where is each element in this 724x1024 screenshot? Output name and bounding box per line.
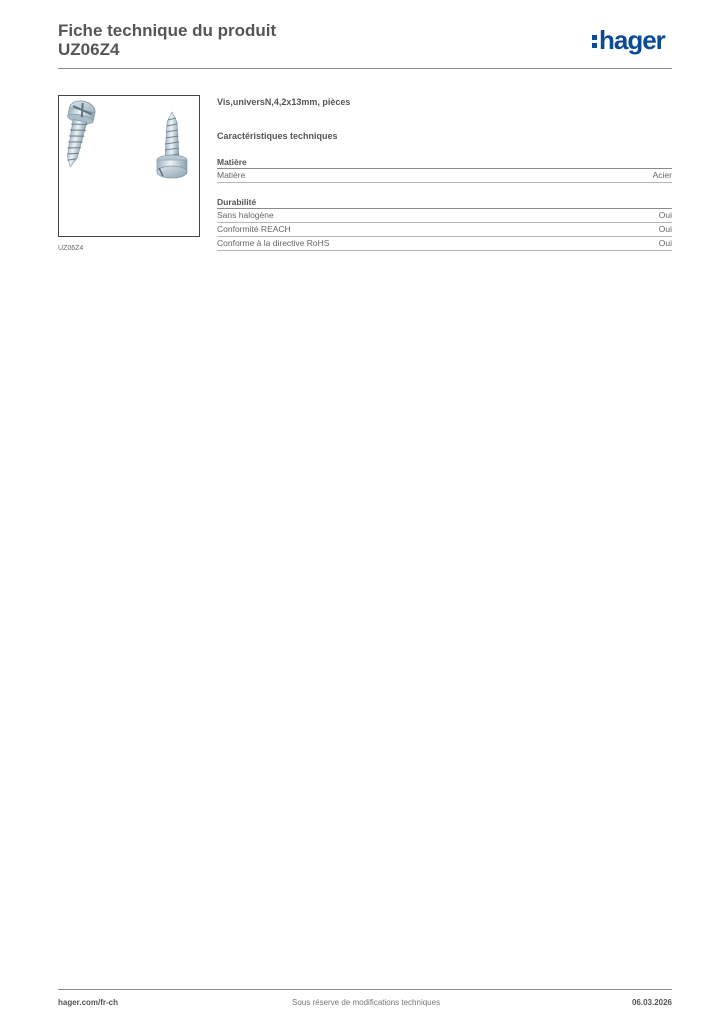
footer-notice: Sous réserve de modifications techniques xyxy=(292,998,441,1007)
spec-label: Conforme à la directive RoHS xyxy=(217,238,330,248)
logo-dots-icon xyxy=(592,35,597,48)
group-durability xyxy=(217,196,672,251)
spec-value: Oui xyxy=(658,238,672,248)
hager-logo xyxy=(592,27,665,53)
page-title: Fiche technique du produit xyxy=(58,21,277,40)
group-title: Matière xyxy=(217,156,672,169)
spec-label: Matière xyxy=(217,170,246,180)
section-heading: Caractéristiques techniques xyxy=(217,131,338,141)
spec-label: Conformité REACH xyxy=(217,224,291,234)
footer-divider xyxy=(58,989,672,990)
group-title: Durabilité xyxy=(217,196,672,209)
footer-url: hager.com/fr-ch xyxy=(58,998,119,1007)
brand-name: hager xyxy=(599,25,665,55)
header-divider xyxy=(58,68,672,69)
group-material xyxy=(217,156,672,183)
spec-label: Sans halogène xyxy=(217,210,274,220)
product-description: Vis,universN,4,2x13mm, pièces xyxy=(217,97,351,107)
product-image xyxy=(58,95,200,237)
product-reference: UZ06Z4 xyxy=(58,40,120,59)
spec-row xyxy=(217,209,672,223)
image-caption: UZ06Z4 xyxy=(58,245,84,252)
spec-row xyxy=(217,237,672,251)
spec-value: Oui xyxy=(658,210,672,220)
spec-value: Acier xyxy=(652,170,672,180)
spec-row xyxy=(217,169,672,183)
spec-value: Oui xyxy=(658,224,672,234)
spec-row xyxy=(217,223,672,237)
footer-date: 06.03.2026 xyxy=(631,998,672,1007)
screws-icon xyxy=(59,96,199,236)
